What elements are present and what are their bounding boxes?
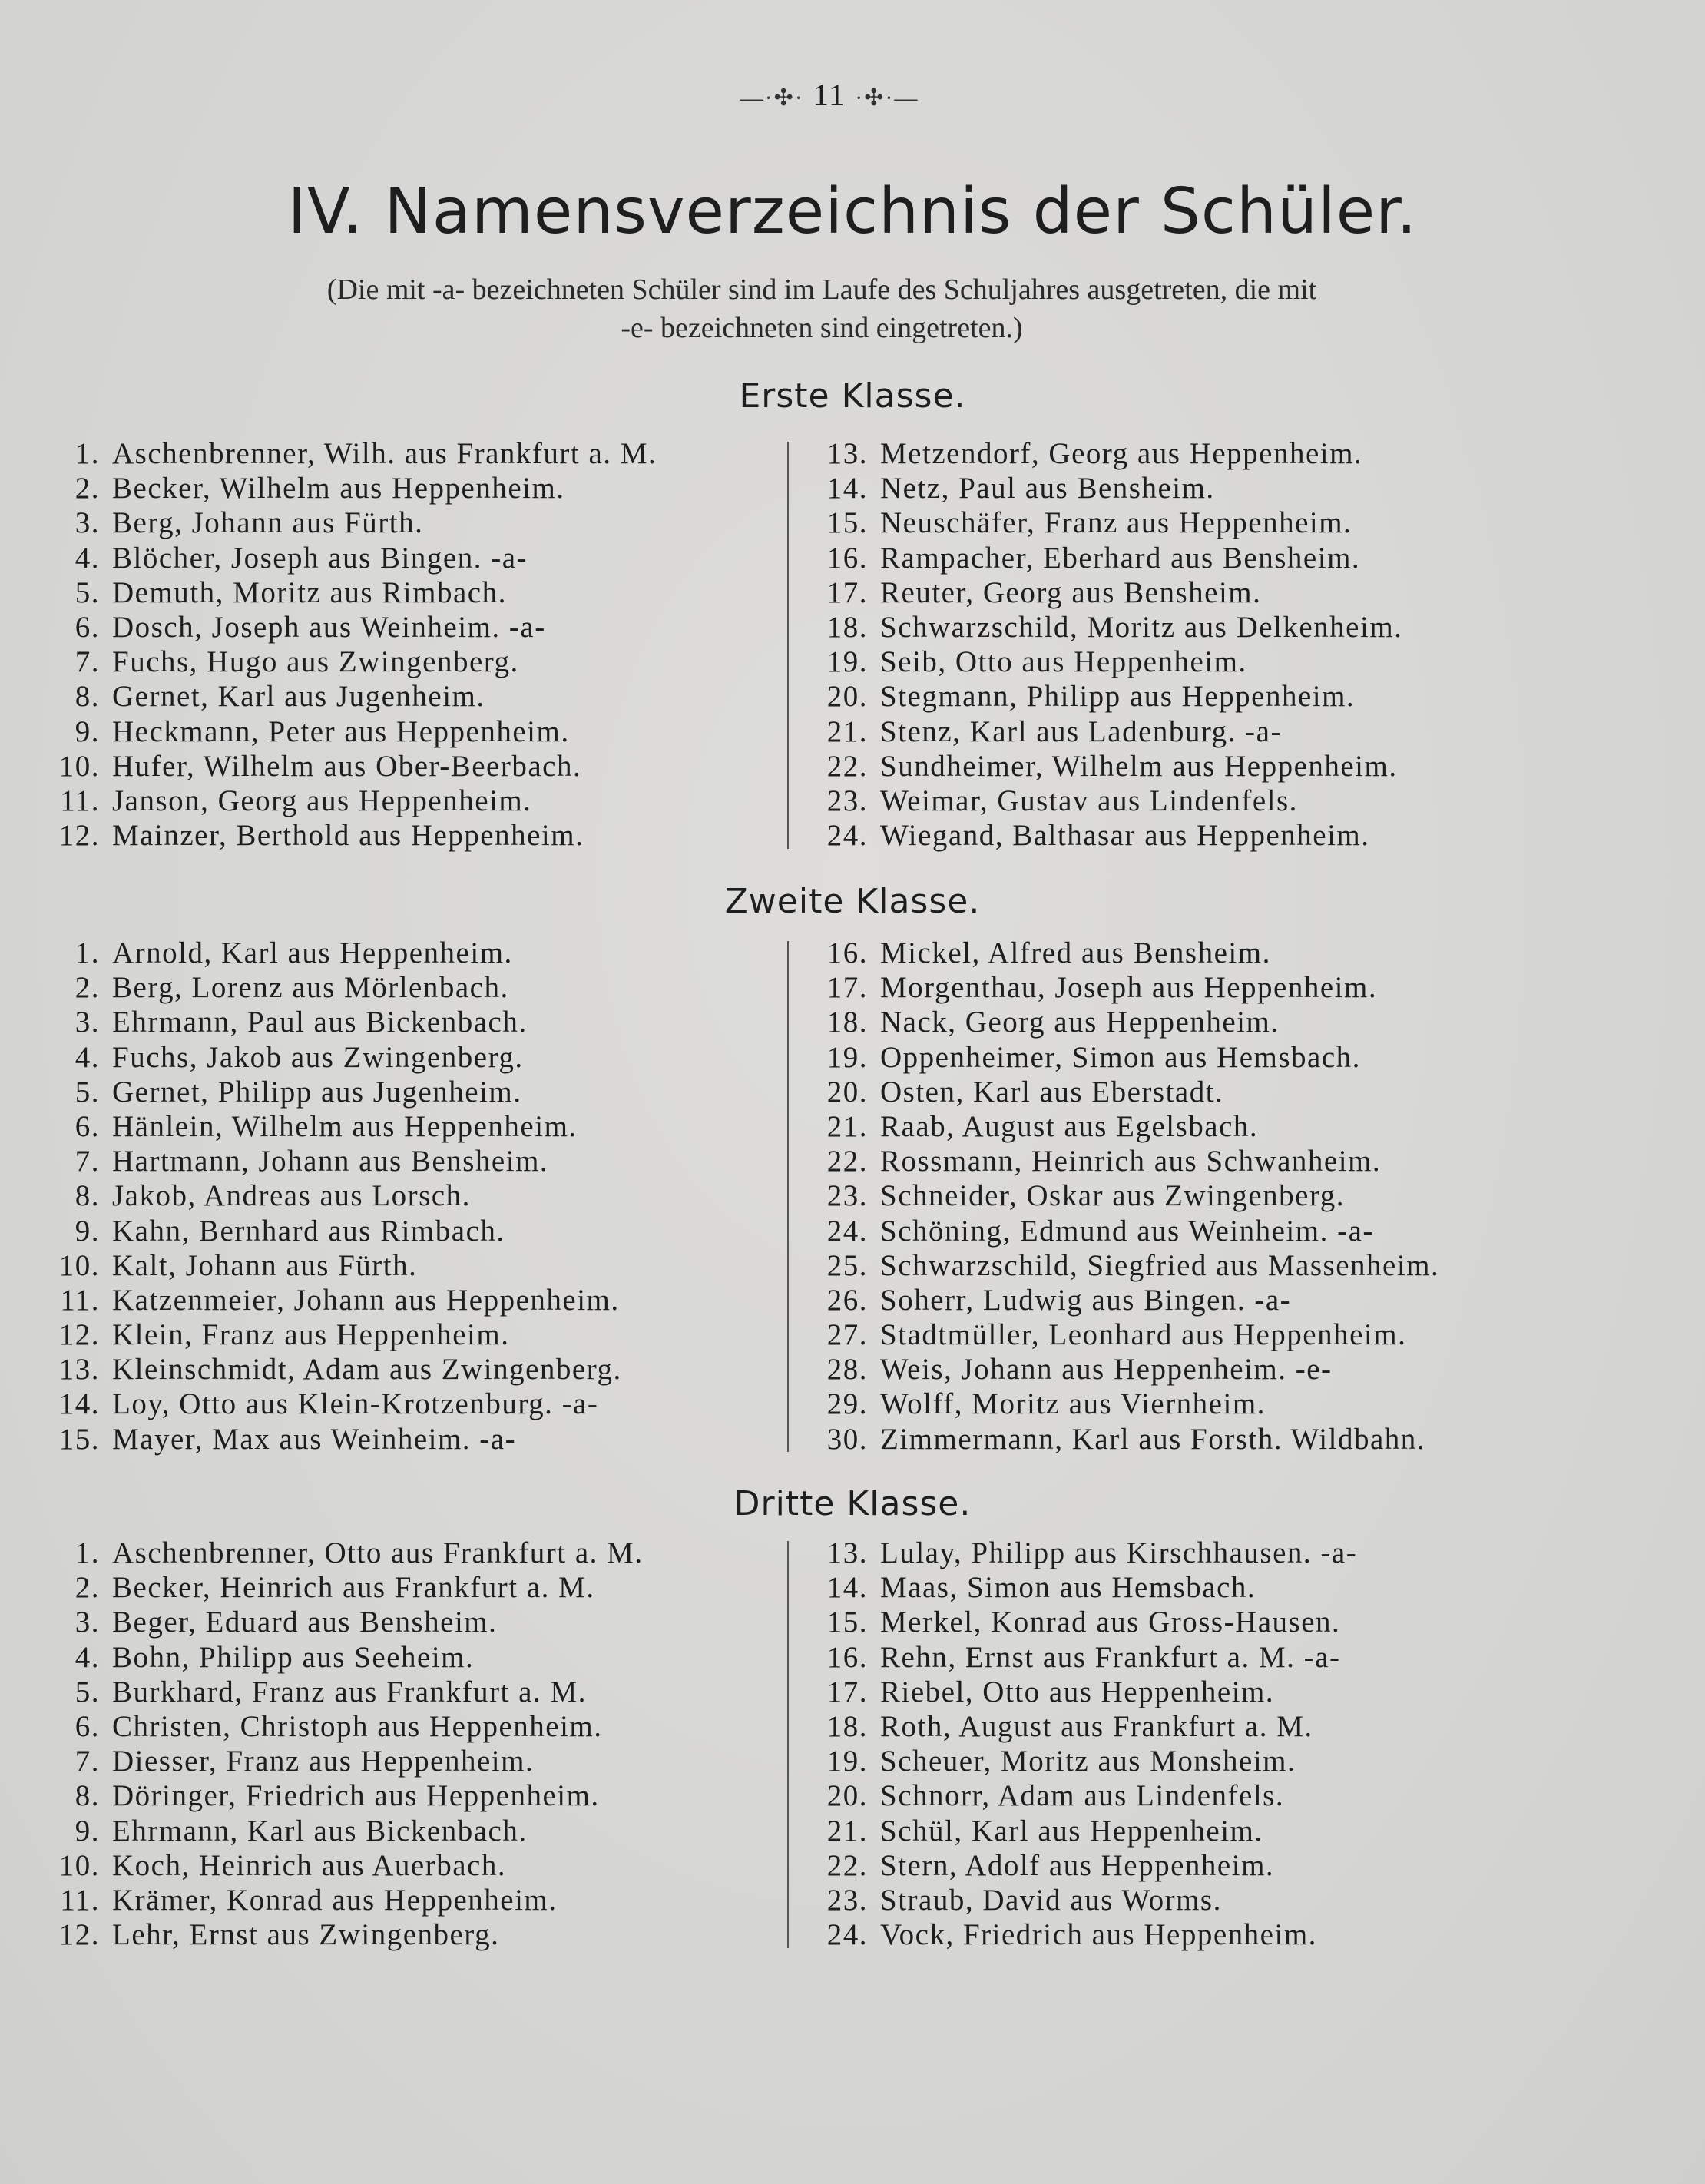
list-item: 3. Beger, Eduard aus Bensheim. (74, 1606, 498, 1639)
ornament-left-icon: —·✣· (740, 85, 804, 111)
list-item: 22. Stern, Adolf aus Heppenheim. (826, 1848, 1275, 1882)
section-heading-zweite-klasse: Zweite Klasse. (724, 882, 981, 921)
list-item: 12. Klein, Franz aus Heppenheim. (58, 1318, 510, 1352)
list-item: 1. Aschenbrenner, Wilh. aus Frankfurt a. M. (74, 437, 657, 470)
list-item: 5. Demuth, Moritz aus Rimbach. (74, 575, 507, 609)
list-item: 21. Raab, August aus Egelsbach. (826, 1109, 1259, 1143)
list-item: 23. Schneider, Oskar aus Zwingenberg. (826, 1179, 1345, 1213)
list-item: 10. Kalt, Johann aus Fürth. (58, 1248, 418, 1282)
list-item: 15. Merkel, Konrad aus Gross-Hausen. (826, 1606, 1341, 1639)
zweite-klasse-left-list (38, 936, 622, 1457)
list-item: 11. Katzenmeier, Johann aus Heppenheim. (60, 1283, 620, 1317)
list-item: 1. Aschenbrenner, Otto aus Frankfurt a. M. (74, 1536, 644, 1569)
list-item: 16. Mickel, Alfred aus Bensheim. (826, 936, 1271, 969)
list-item: 23. Weimar, Gustav aus Lindenfels. (826, 784, 1298, 817)
list-item: 11. Janson, Georg aus Heppenheim. (60, 784, 532, 817)
list-item: 30. Zimmermann, Karl aus Forsth. Wildbahn. (826, 1422, 1426, 1456)
list-item: 14. Loy, Otto aus Klein-Krotzenburg. -a- (58, 1387, 599, 1421)
list-item: 27. Stadtmüller, Leonhard aus Heppenheim. (826, 1318, 1407, 1352)
ornament-right-icon: ·✣·— (855, 85, 919, 111)
list-item: 13. Lulay, Philipp aus Kirschhausen. -a- (826, 1536, 1358, 1569)
list-item: 13. Kleinschmidt, Adam aus Zwingenberg. (58, 1353, 622, 1387)
list-item: 23. Straub, David aus Worms. (826, 1883, 1222, 1917)
list-item: 16. Rehn, Ernst aus Frankfurt a. M. -a- (826, 1640, 1341, 1674)
list-item: 24. Vock, Friedrich aus Heppenheim. (826, 1918, 1317, 1952)
list-item: 17. Reuter, Georg aus Bensheim. (826, 575, 1262, 609)
list-item: 22. Sundheimer, Wilhelm aus Heppenheim. (826, 749, 1398, 783)
list-item: 17. Riebel, Otto aus Heppenheim. (826, 1675, 1275, 1708)
section-heading-dritte-klasse: Dritte Klasse. (733, 1484, 972, 1523)
dritte-klasse-left-list (38, 1536, 644, 1952)
page-number: 11 (813, 78, 846, 112)
list-item: 7. Fuchs, Hugo aus Zwingenberg. (74, 645, 519, 679)
erste-klasse-right-list (791, 436, 1402, 853)
list-item: 8. Gernet, Karl aus Jugenheim. (74, 680, 485, 714)
list-item: 20. Stegmann, Philipp aus Heppenheim. (826, 680, 1356, 714)
page-number-header (0, 77, 1659, 113)
explanatory-note (115, 270, 1528, 347)
list-item: 11. Krämer, Konrad aus Heppenheim. (60, 1883, 558, 1917)
list-item: 22. Rossmann, Heinrich aus Schwanheim. (826, 1145, 1382, 1178)
list-item: 14. Maas, Simon aus Hemsbach. (826, 1571, 1256, 1605)
list-item: 7. Hartmann, Johann aus Bensheim. (74, 1145, 549, 1178)
list-item: 7. Diesser, Franz aus Heppenheim. (74, 1745, 535, 1778)
list-item: 15. Neuschäfer, Franz aus Heppenheim. (826, 506, 1352, 540)
list-item: 2. Becker, Wilhelm aus Heppenheim. (74, 472, 565, 505)
list-item: 6. Hänlein, Wilhelm aus Heppenheim. (74, 1109, 578, 1143)
list-item: 20. Schnorr, Adam aus Lindenfels. (826, 1779, 1285, 1813)
list-item: 9. Kahn, Bernhard aus Rimbach. (74, 1214, 505, 1248)
list-item: 14. Netz, Paul aus Bensheim. (826, 472, 1215, 505)
section-heading-erste-klasse: Erste Klasse. (739, 376, 966, 416)
list-item: 17. Morgenthau, Joseph aus Heppenheim. (826, 971, 1378, 1005)
dritte-klasse-right-list (791, 1536, 1357, 1952)
list-item: 12. Mainzer, Berthold aus Heppenheim. (58, 819, 584, 853)
list-item: 10. Koch, Heinrich aus Auerbach. (58, 1848, 507, 1882)
list-item: 2. Berg, Lorenz aus Mörlenbach. (74, 971, 509, 1005)
list-item: 6. Dosch, Joseph aus Weinheim. -a- (74, 610, 546, 644)
list-item: 24. Wiegand, Balthasar aus Heppenheim. (826, 819, 1370, 853)
zweite-klasse-right-list (791, 936, 1439, 1457)
list-item: 8. Jakob, Andreas aus Lorsch. (74, 1179, 471, 1213)
list-item: 3. Berg, Johann aus Fürth. (74, 506, 424, 540)
list-item: 5. Burkhard, Franz aus Frankfurt a. M. (74, 1675, 587, 1708)
list-item: 6. Christen, Christoph aus Heppenheim. (74, 1709, 603, 1743)
list-item: 20. Osten, Karl aus Eberstadt. (826, 1075, 1224, 1109)
list-item: 16. Rampacher, Eberhard aus Bensheim. (826, 541, 1361, 575)
column-divider (787, 1541, 789, 1948)
list-item: 19. Seib, Otto aus Heppenheim. (826, 645, 1247, 679)
list-item: 21. Schül, Karl aus Heppenheim. (826, 1814, 1263, 1848)
page-title: IV. Namensverzeichnis der Schüler. (287, 175, 1418, 248)
list-item: 18. Schwarzschild, Moritz aus Delkenheim. (826, 610, 1403, 644)
list-item: 9. Ehrmann, Karl aus Bickenbach. (74, 1814, 528, 1848)
list-item: 18. Roth, August aus Frankfurt a. M. (826, 1709, 1313, 1743)
list-item: 28. Weis, Johann aus Heppenheim. -e- (826, 1353, 1333, 1387)
list-item: 4. Fuchs, Jakob aus Zwingenberg. (74, 1040, 524, 1074)
list-item: 9. Heckmann, Peter aus Heppenheim. (74, 714, 570, 748)
list-item: 15. Mayer, Max aus Weinheim. -a- (58, 1422, 517, 1456)
list-item: 24. Schöning, Edmund aus Weinheim. -a- (826, 1214, 1374, 1248)
list-item: 25. Schwarzschild, Siegfried aus Massenheim. (826, 1248, 1440, 1282)
erste-klasse-left-list (38, 436, 657, 853)
list-item: 26. Soherr, Ludwig aus Bingen. -a- (826, 1283, 1292, 1317)
list-item: 2. Becker, Heinrich aus Frankfurt a. M. (74, 1571, 595, 1605)
note-line-2: -e- bezeichneten sind eingetreten.) (621, 312, 1023, 344)
list-item: 8. Döringer, Friedrich aus Heppenheim. (74, 1779, 600, 1813)
list-item: 3. Ehrmann, Paul aus Bickenbach. (74, 1006, 528, 1039)
list-item: 12. Lehr, Ernst aus Zwingenberg. (58, 1918, 500, 1952)
list-item: 19. Oppenheimer, Simon aus Hemsbach. (826, 1040, 1361, 1074)
list-item: 10. Hufer, Wilhelm aus Ober-Beerbach. (58, 749, 582, 783)
list-item: 1. Arnold, Karl aus Heppenheim. (74, 936, 513, 969)
list-item: 18. Nack, Georg aus Heppenheim. (826, 1006, 1280, 1039)
list-item: 5. Gernet, Philipp aus Jugenheim. (74, 1075, 522, 1109)
list-item: 19. Scheuer, Moritz aus Monsheim. (826, 1745, 1296, 1778)
list-item: 4. Bohn, Philipp aus Seeheim. (74, 1640, 475, 1674)
list-item: 21. Stenz, Karl aus Ladenburg. -a- (826, 714, 1282, 748)
note-line-1: (Die mit -a- bezeichneten Schüler sind im Laufe des Schuljahres ausgetreten, die mit (326, 273, 1317, 306)
list-item: 29. Wolff, Moritz aus Viernheim. (826, 1387, 1266, 1421)
column-divider (787, 941, 789, 1452)
list-item: 13. Metzendorf, Georg aus Heppenheim. (826, 437, 1363, 470)
list-item: 4. Blöcher, Joseph aus Bingen. -a- (74, 541, 528, 575)
column-divider (787, 442, 789, 849)
